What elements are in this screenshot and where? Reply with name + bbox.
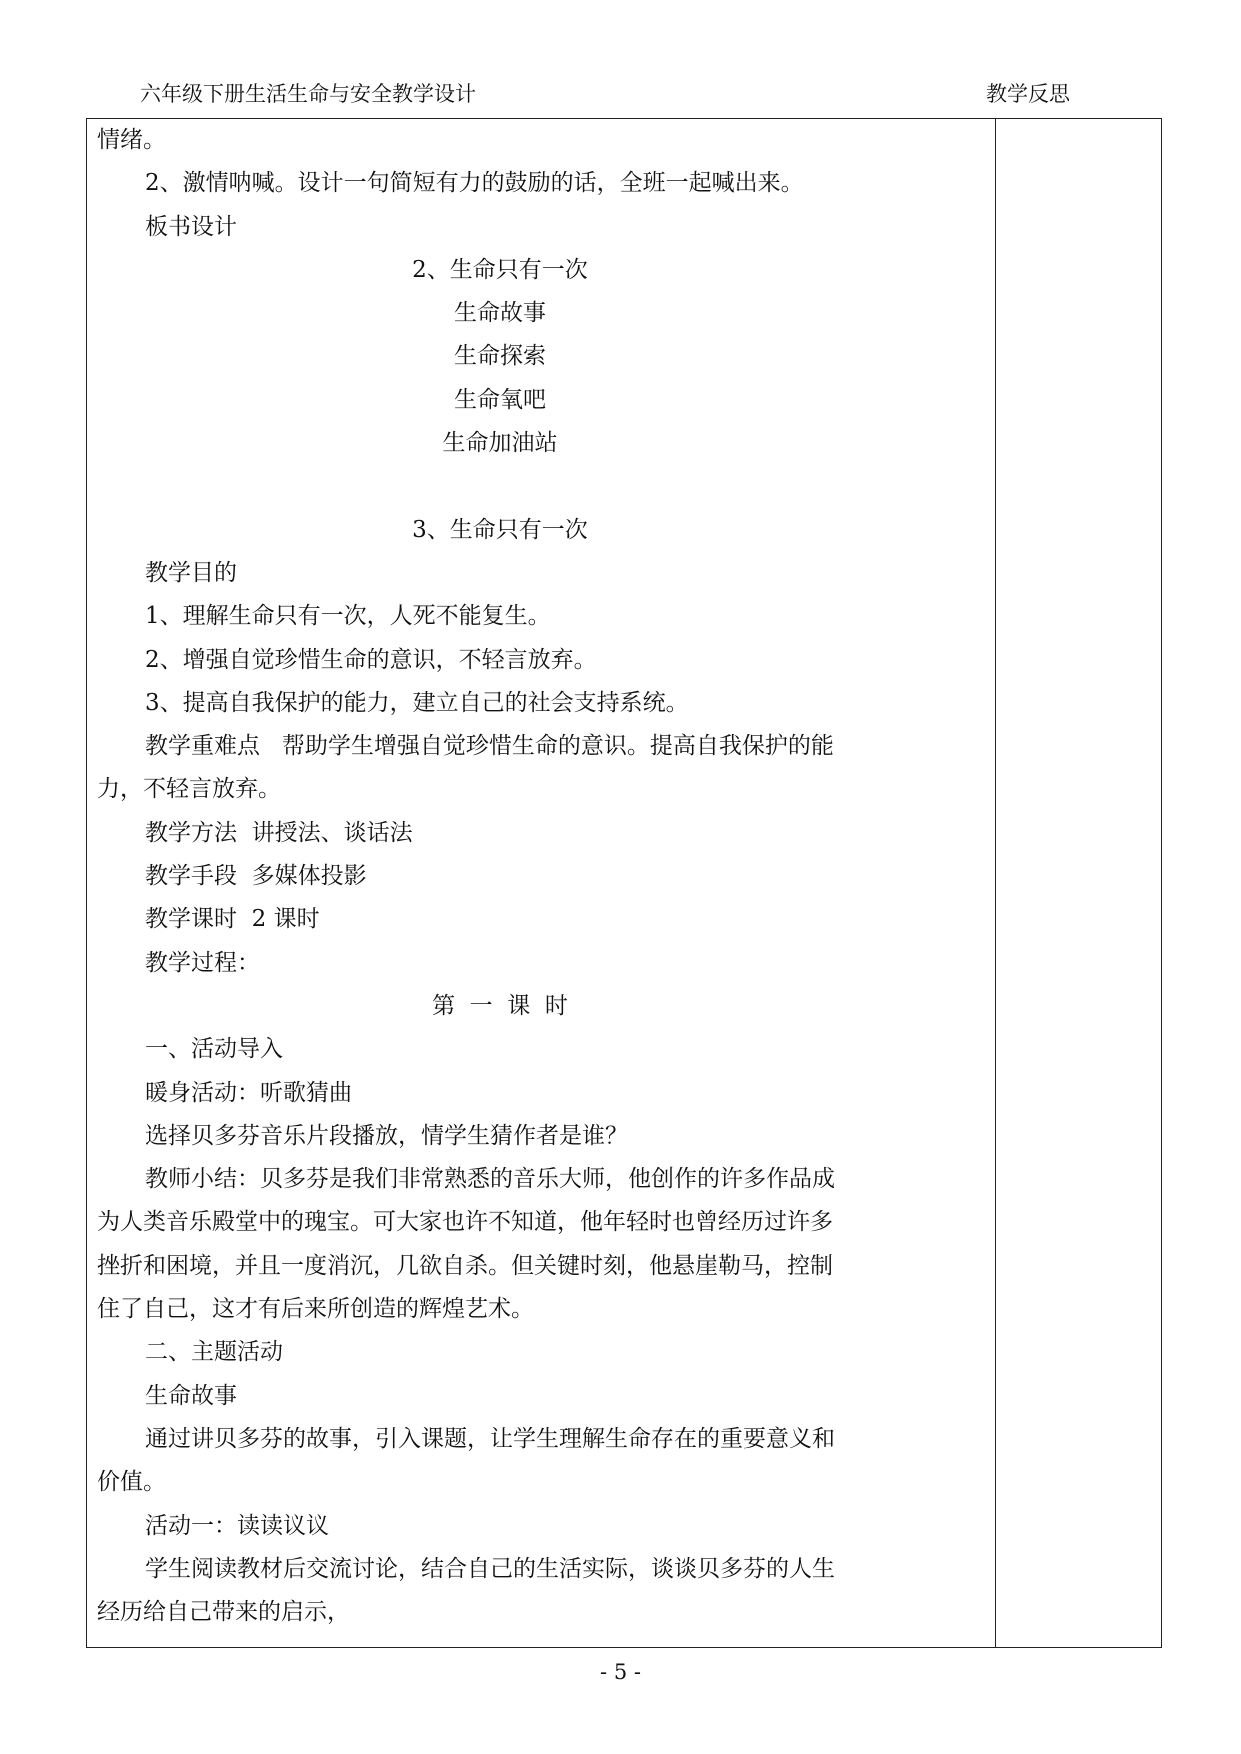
reflection-column: [997, 119, 1161, 1647]
text-line: 教学课时 2 课时: [145, 906, 320, 933]
text-line: 情绪。: [97, 127, 166, 153]
document-title: 六年级下册生活生命与安全教学设计: [140, 82, 476, 106]
text-line: 3、提高自我保护的能力，建立自己的社会支持系统。: [145, 689, 689, 716]
text-line: 一、活动导入: [145, 1036, 283, 1063]
text-line: 板书设计: [145, 213, 237, 240]
text-line: 力，不轻言放弃。: [97, 776, 281, 803]
lesson-table: [86, 118, 1162, 1648]
text-line: 生命加油站: [442, 430, 558, 457]
text-line: 生命故事: [454, 300, 546, 327]
text-line: 活动一：读读议议: [145, 1512, 329, 1539]
text-line: 第 一 课 时: [432, 992, 568, 1019]
lesson-content: [97, 119, 903, 1634]
text-line: 2、生命只有一次: [412, 256, 588, 283]
reflection-header: 教学反思: [986, 82, 1070, 106]
text-line: 学生阅读教材后交流讨论，结合自己的生活实际，谈谈贝多芬的人生: [145, 1555, 835, 1582]
text-line: 暖身活动：听歌猜曲: [145, 1079, 352, 1106]
text-line: 通过讲贝多芬的故事，引入课题，让学生理解生命存在的重要意义和: [145, 1425, 835, 1452]
text-line: 3、生命只有一次: [412, 516, 588, 543]
text-line: 教学手段 多媒体投影: [145, 863, 367, 890]
text-line: 生命故事: [145, 1382, 237, 1409]
text-line: 经历给自己带来的启示，: [97, 1599, 350, 1626]
text-line: 二、主题活动: [145, 1339, 283, 1366]
text-line: 生命氧吧: [454, 386, 546, 413]
text-line: 为人类音乐殿堂中的瑰宝。可大家也许不知道，他年轻时也曾经历过许多: [97, 1209, 833, 1236]
text-line: 教学过程：: [145, 949, 260, 976]
text-line: [97, 465, 903, 508]
page-number: - 5 -: [600, 1660, 641, 1684]
text-line: 教师小结：贝多芬是我们非常熟悉的音乐大师，他创作的许多作品成: [145, 1166, 835, 1193]
text-line: 价值。: [97, 1469, 166, 1496]
text-line: 教学重难点 帮助学生增强自觉珍惜生命的意识。提高自我保护的能: [145, 733, 834, 760]
text-line: 1、理解生命只有一次，人死不能复生。: [145, 603, 551, 630]
text-line: 教学方法 讲授法、谈话法: [145, 819, 413, 846]
text-line: 选择贝多芬音乐片段播放，情学生猜作者是谁？: [145, 1122, 628, 1149]
text-line: 教学目的: [145, 559, 237, 586]
text-line: 2、激情呐喊。设计一句简短有力的鼓励的话，全班一起喊出来。: [145, 170, 804, 197]
column-divider: [995, 119, 996, 1647]
text-line: 生命探索: [454, 343, 546, 370]
text-line: 挫折和困境，并且一度消沉，几欲自杀。但关键时刻，他悬崖勒马，控制: [97, 1252, 833, 1279]
text-line: 住了自己，这才有后来所创造的辉煌艺术。: [97, 1296, 534, 1323]
text-line: 2、增强自觉珍惜生命的意识，不轻言放弃。: [145, 646, 597, 673]
